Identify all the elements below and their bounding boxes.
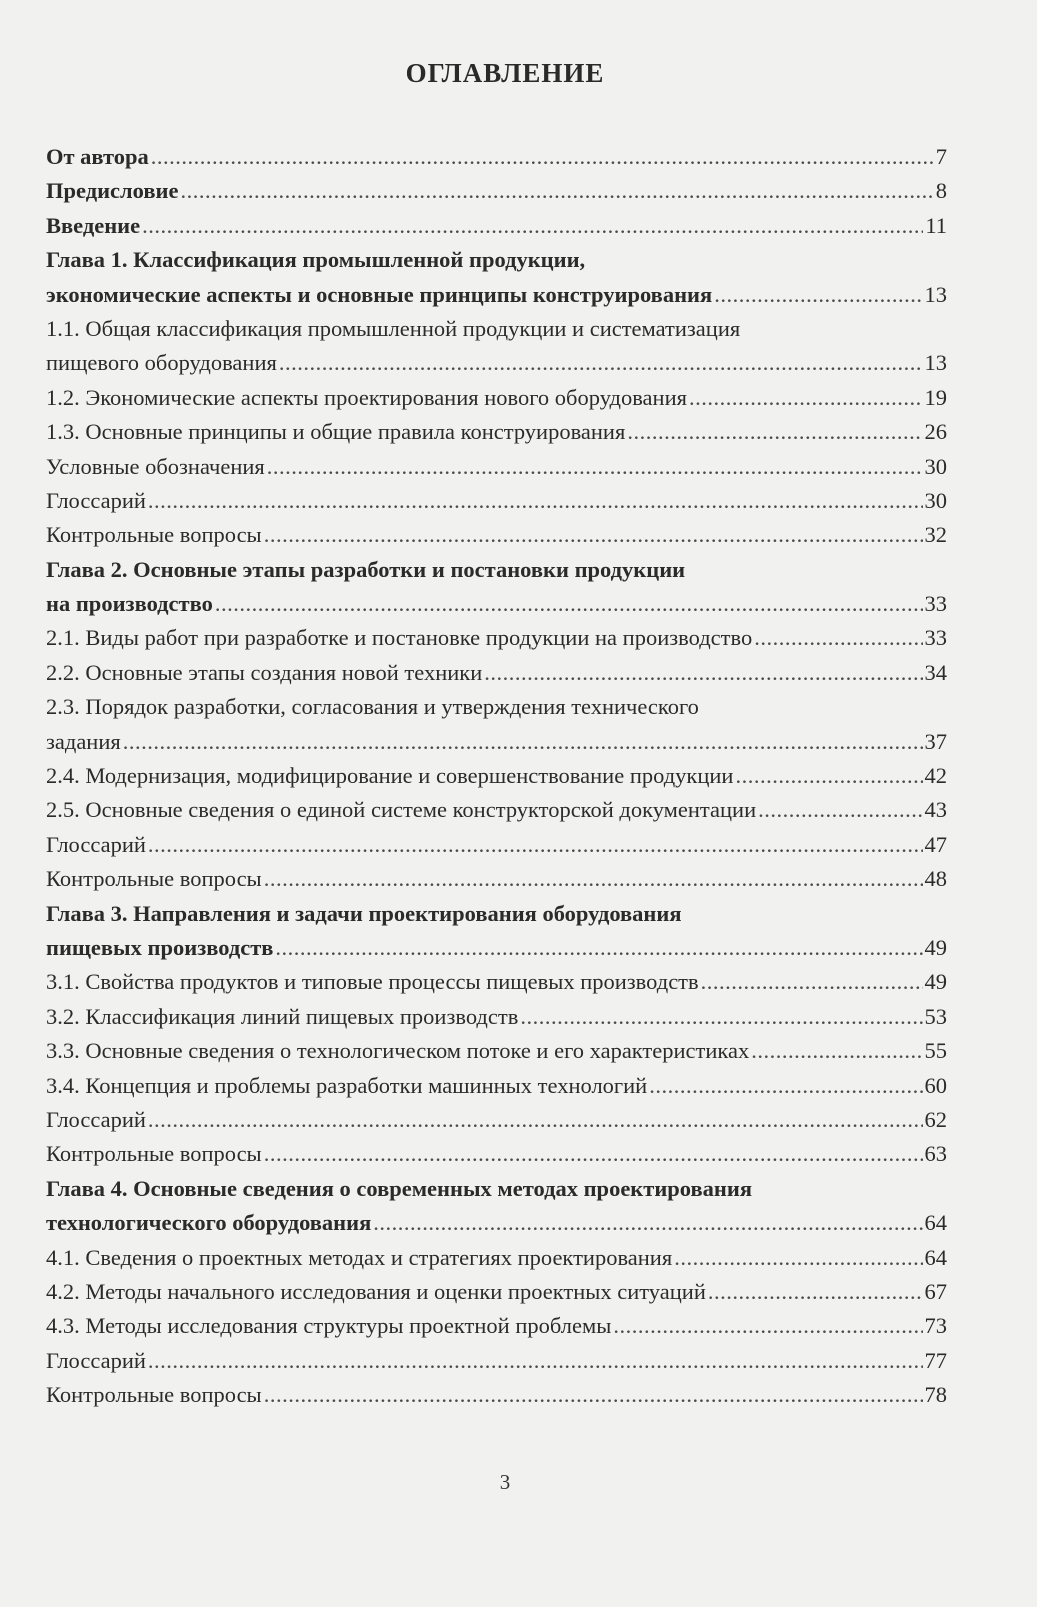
toc-entry-text: Глоссарий [46, 1106, 146, 1132]
toc-entry-page: 7 [935, 144, 947, 169]
toc-leader-dots [264, 862, 923, 896]
toc-entry-page: 64 [924, 1210, 947, 1236]
table-of-contents [46, 140, 947, 1412]
toc-entry-text: 2.3. Порядок разработки, согласования и утверждения технического [46, 694, 699, 720]
toc-entry-page: 63 [924, 1141, 947, 1167]
toc-entry-text: пищевого оборудования [46, 350, 277, 376]
toc-entry-page: 62 [924, 1106, 947, 1132]
toc-entry-text: Глоссарий [46, 487, 146, 513]
toc-entry-page: 19 [924, 384, 947, 410]
toc-leader-dots [279, 346, 923, 380]
toc-entry-text: 1.1. Общая классификация промышленной продукции и систематизация [46, 315, 741, 341]
toc-entry [46, 1344, 947, 1378]
toc-entry [46, 759, 947, 793]
toc-entry-text: 4.2. Методы начального исследования и оценки проектных ситуаций [46, 1278, 706, 1304]
toc-entry-text: технологического оборудования [46, 1210, 372, 1236]
toc-entry [46, 587, 947, 621]
toc-entry [46, 793, 947, 827]
toc-entry [46, 1069, 947, 1103]
toc-leader-dots [123, 725, 923, 759]
toc-leader-dots [148, 828, 923, 862]
page-title: ОГЛАВЛЕНИЕ [405, 58, 605, 88]
toc-entry-text: экономические аспекты и основные принципы конструирования [46, 281, 713, 307]
toc-entry-text: 2.4. Модернизация, модифицирование и совершенствование продукции [46, 763, 734, 789]
toc-entry-page: 43 [924, 797, 947, 823]
toc-entry [46, 415, 947, 449]
toc-entry-text: Введение [46, 212, 141, 238]
toc-entry [46, 1378, 947, 1412]
toc-entry [46, 1275, 947, 1309]
toc-entry-page: 49 [924, 934, 947, 960]
page-number: 3 [499, 1470, 511, 1494]
toc-entry [46, 656, 947, 690]
toc-leader-dots [180, 174, 933, 208]
toc-entry [46, 450, 947, 484]
toc-entry [46, 931, 947, 965]
toc-leader-dots [264, 1137, 923, 1171]
toc-entry-text: 4.1. Сведения о проектных методах и стратегиях проектирования [46, 1244, 673, 1270]
toc-entry [46, 278, 947, 312]
toc-entry [46, 209, 947, 243]
toc-entry-page: 33 [924, 591, 947, 617]
toc-entry [46, 174, 947, 208]
toc-entry-page: 13 [924, 350, 947, 376]
toc-entry-text: 1.2. Экономические аспекты проектирования нового оборудования [46, 384, 687, 410]
toc-entry [46, 1034, 947, 1068]
toc-entry [46, 725, 947, 759]
toc-entry-text: 1.3. Основные принципы и общие правила конструирования [46, 419, 626, 445]
toc-leader-dots [701, 965, 923, 999]
toc-leader-dots [708, 1275, 923, 1309]
toc-leader-dots [613, 1309, 922, 1343]
toc-entry-text: Контрольные вопросы [46, 522, 262, 548]
toc-entry-page: 55 [924, 1038, 947, 1064]
toc-entry-page: 37 [924, 728, 947, 754]
toc-entry-text: Глоссарий [46, 1347, 146, 1373]
toc-entry-page: 73 [924, 1313, 947, 1339]
toc-entry [46, 1103, 947, 1137]
toc-leader-dots [148, 1103, 923, 1137]
toc-entry-text: 2.5. Основные сведения о единой системе конструкторской документации [46, 797, 757, 823]
toc-leader-dots [751, 1034, 922, 1068]
toc-entry [46, 1137, 947, 1171]
toc-entry-text: 2.2. Основные этапы создания новой техники [46, 659, 483, 685]
toc-entry [46, 1206, 947, 1240]
toc-entry-page: 8 [935, 178, 947, 204]
toc-entry [46, 1309, 947, 1343]
toc-entry [46, 140, 947, 174]
toc-entry [46, 621, 947, 655]
toc-entry-page: 11 [925, 212, 947, 238]
toc-entry-page: 30 [924, 453, 947, 479]
toc-entry-text: 3.1. Свойства продуктов и типовые процессы пищевых производств [46, 969, 699, 995]
toc-entry-text: Глава 3. Направления и задачи проектирования оборудования [46, 900, 682, 926]
toc-entry-page: 34 [924, 659, 947, 685]
toc-entry-page: 13 [924, 281, 947, 307]
toc-entry-text: Предисловие [46, 178, 179, 204]
toc-leader-dots [714, 278, 922, 312]
toc-entry-text: Глава 4. Основные сведения о современных методах проектирования [46, 1175, 752, 1201]
toc-entry-page: 53 [924, 1003, 947, 1029]
toc-entry-text: 2.1. Виды работ при разработке и постановке продукции на производство [46, 625, 753, 651]
toc-entry-text: 3.2. Классификация линий пищевых производств [46, 1003, 519, 1029]
toc-entry-text: задания [46, 728, 121, 754]
toc-entry [46, 862, 947, 896]
toc-leader-dots [674, 1241, 922, 1275]
toc-entry [46, 381, 947, 415]
toc-leader-dots [275, 931, 922, 965]
toc-entry-page: 64 [924, 1244, 947, 1270]
toc-leader-dots [735, 759, 922, 793]
toc-entry-page: 49 [924, 969, 947, 995]
toc-entry [46, 346, 947, 380]
toc-entry [46, 1241, 947, 1275]
toc-entry [46, 1172, 947, 1206]
toc-entry-page: 77 [924, 1347, 947, 1373]
toc-entry-text: 3.3. Основные сведения о технологическом потоке и его характеристиках [46, 1038, 750, 1064]
toc-entry-page: 47 [924, 831, 947, 857]
toc-entry-page: 48 [924, 866, 947, 892]
toc-leader-dots [754, 621, 922, 655]
toc-entry-text: Условные обозначения [46, 453, 265, 479]
toc-entry [46, 312, 947, 346]
toc-leader-dots [148, 1344, 923, 1378]
toc-entry-text: Контрольные вопросы [46, 1382, 262, 1408]
toc-entry [46, 690, 947, 724]
toc-leader-dots [373, 1206, 922, 1240]
toc-entry [46, 553, 947, 587]
toc-entry [46, 518, 947, 552]
toc-leader-dots [689, 381, 923, 415]
toc-entry-page: 26 [924, 419, 947, 445]
toc-entry [46, 965, 947, 999]
toc-entry-text: Контрольные вопросы [46, 866, 262, 892]
toc-entry-text: Глоссарий [46, 831, 146, 857]
toc-leader-dots [264, 518, 923, 552]
toc-entry [46, 897, 947, 931]
toc-entry-page: 32 [924, 522, 947, 548]
toc-leader-dots [267, 450, 923, 484]
toc-entry-page: 30 [924, 487, 947, 513]
toc-leader-dots [484, 656, 922, 690]
toc-entry-page: 67 [924, 1278, 947, 1304]
toc-entry-text: на производство [46, 591, 213, 617]
toc-entry [46, 1000, 947, 1034]
toc-entry-page: 33 [924, 625, 947, 651]
toc-entry-text: 4.3. Методы исследования структуры проектной проблемы [46, 1313, 612, 1339]
toc-entry-text: От автора [46, 144, 149, 169]
toc-entry-text: пищевых производств [46, 934, 274, 960]
toc-leader-dots [758, 793, 922, 827]
toc-entry-text: Глава 1. Классификация промышленной продукции, [46, 247, 586, 273]
toc-entry [46, 828, 947, 862]
toc-entry-text: Глава 2. Основные этапы разработки и постановки продукции [46, 556, 686, 582]
toc-leader-dots [520, 1000, 922, 1034]
toc-leader-dots [148, 484, 923, 518]
toc-entry-page: 78 [924, 1382, 947, 1408]
toc-entry-page: 60 [924, 1072, 947, 1098]
toc-leader-dots [142, 209, 923, 243]
toc-entry [46, 243, 947, 277]
toc-leader-dots [264, 1378, 923, 1412]
toc-leader-dots [649, 1069, 922, 1103]
toc-entry-text: Контрольные вопросы [46, 1141, 262, 1167]
toc-entry [46, 484, 947, 518]
toc-leader-dots [215, 587, 923, 621]
toc-leader-dots [627, 415, 922, 449]
toc-leader-dots [151, 140, 934, 174]
toc-entry-page: 42 [924, 763, 947, 789]
toc-entry-text: 3.4. Концепция и проблемы разработки машинных технологий [46, 1072, 648, 1098]
